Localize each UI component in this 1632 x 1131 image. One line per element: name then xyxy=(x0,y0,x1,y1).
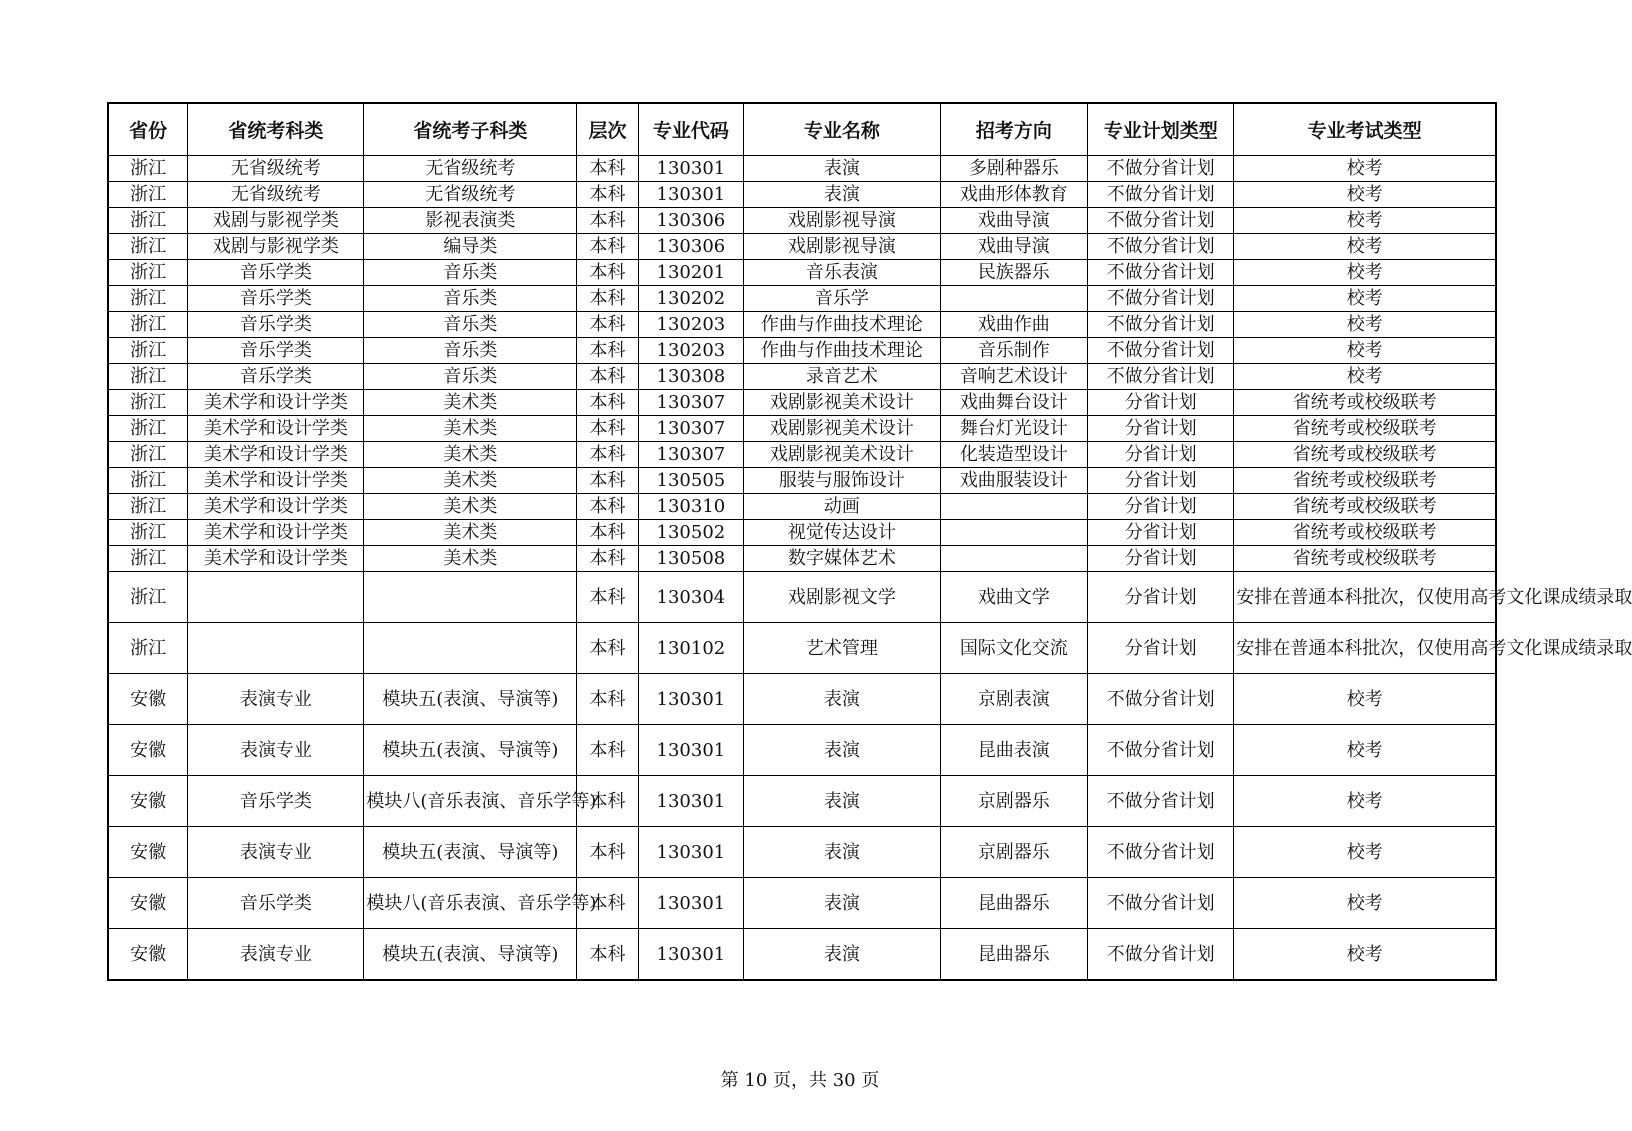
cell-level: 本科 xyxy=(577,878,638,929)
cell-exam-type: 校考 xyxy=(1234,776,1496,827)
cell-exam-subcategory: 模块五(表演、导演等) xyxy=(364,674,577,725)
cell-direction xyxy=(940,286,1087,312)
cell-province: 浙江 xyxy=(108,156,188,182)
cell-level: 本科 xyxy=(577,468,638,494)
cell-plan-type: 不做分省计划 xyxy=(1088,364,1234,390)
cell-plan-type: 分省计划 xyxy=(1088,494,1234,520)
cell-exam-category: 美术学和设计学类 xyxy=(188,468,364,494)
cell-plan-type: 不做分省计划 xyxy=(1088,312,1234,338)
cell-major-code: 130203 xyxy=(638,338,743,364)
cell-major-code: 130306 xyxy=(638,234,743,260)
cell-province: 安徽 xyxy=(108,674,188,725)
cell-exam-subcategory: 模块五(表演、导演等) xyxy=(364,827,577,878)
cell-level: 本科 xyxy=(577,156,638,182)
cell-exam-category: 无省级统考 xyxy=(188,156,364,182)
cell-major-name: 作曲与作曲技术理论 xyxy=(744,312,941,338)
cell-level: 本科 xyxy=(577,416,638,442)
cell-exam-subcategory: 无省级统考 xyxy=(364,182,577,208)
cell-major-name: 戏剧影视美术设计 xyxy=(744,416,941,442)
cell-plan-type: 分省计划 xyxy=(1088,390,1234,416)
cell-province: 浙江 xyxy=(108,494,188,520)
cell-exam-category: 表演专业 xyxy=(188,674,364,725)
cell-exam-category: 音乐学类 xyxy=(188,260,364,286)
cell-level: 本科 xyxy=(577,286,638,312)
cell-major-name: 音乐表演 xyxy=(744,260,941,286)
cell-province: 浙江 xyxy=(108,182,188,208)
cell-major-code: 130201 xyxy=(638,260,743,286)
cell-exam-type: 校考 xyxy=(1234,234,1496,260)
cell-major-name: 戏剧影视文学 xyxy=(744,572,941,623)
table-row xyxy=(108,546,1496,572)
cell-level: 本科 xyxy=(577,546,638,572)
cell-major-code: 130301 xyxy=(638,878,743,929)
cell-major-name: 表演 xyxy=(744,929,941,981)
table-row xyxy=(108,234,1496,260)
table-body xyxy=(108,156,1632,981)
cell-exam-type: 校考 xyxy=(1234,929,1496,981)
cell-exam-subcategory: 音乐类 xyxy=(364,260,577,286)
cell-level: 本科 xyxy=(577,312,638,338)
cell-exam-subcategory: 美术类 xyxy=(364,416,577,442)
cell-level: 本科 xyxy=(577,390,638,416)
cell-exam-subcategory: 美术类 xyxy=(364,442,577,468)
cell-province: 浙江 xyxy=(108,416,188,442)
cell-province: 安徽 xyxy=(108,878,188,929)
cell-level: 本科 xyxy=(577,260,638,286)
cell-direction: 戏曲导演 xyxy=(940,208,1087,234)
cell-province: 安徽 xyxy=(108,929,188,981)
cell-exam-category: 美术学和设计学类 xyxy=(188,390,364,416)
cell-plan-type: 分省计划 xyxy=(1088,468,1234,494)
header-level: 层次 xyxy=(577,103,638,156)
cell-major-code: 130301 xyxy=(638,929,743,981)
cell-plan-type: 不做分省计划 xyxy=(1088,725,1234,776)
cell-direction: 国际文化交流 xyxy=(940,623,1087,674)
cell-major-name: 表演 xyxy=(744,725,941,776)
cell-level: 本科 xyxy=(577,929,638,981)
cell-major-code: 130301 xyxy=(638,674,743,725)
cell-exam-type: 校考 xyxy=(1234,725,1496,776)
header-exam-category: 省统考科类 xyxy=(188,103,364,156)
table-row xyxy=(108,827,1496,878)
cell-level: 本科 xyxy=(577,494,638,520)
cell-major-code: 130505 xyxy=(638,468,743,494)
cell-exam-type: 校考 xyxy=(1234,156,1496,182)
cell-plan-type: 不做分省计划 xyxy=(1088,338,1234,364)
cell-plan-type: 不做分省计划 xyxy=(1088,182,1234,208)
cell-exam-category xyxy=(188,623,364,674)
cell-level: 本科 xyxy=(577,623,638,674)
cell-exam-type: 安排在普通本科批次，仅使用高考文化课成绩录取 xyxy=(1234,623,1496,674)
cell-exam-type: 省统考或校级联考 xyxy=(1234,468,1496,494)
cell-level: 本科 xyxy=(577,234,638,260)
cell-direction xyxy=(940,520,1087,546)
cell-exam-category: 音乐学类 xyxy=(188,312,364,338)
cell-exam-type: 校考 xyxy=(1234,312,1496,338)
cell-major-name: 表演 xyxy=(744,776,941,827)
cell-direction: 音响艺术设计 xyxy=(940,364,1087,390)
cell-plan-type: 分省计划 xyxy=(1088,572,1234,623)
table-header xyxy=(108,103,1496,156)
cell-exam-type: 省统考或校级联考 xyxy=(1234,546,1496,572)
cell-province: 浙江 xyxy=(108,390,188,416)
header-exam-type: 专业考试类型 xyxy=(1234,103,1496,156)
cell-major-name: 服装与服饰设计 xyxy=(744,468,941,494)
cell-exam-subcategory: 美术类 xyxy=(364,468,577,494)
cell-exam-subcategory: 音乐类 xyxy=(364,286,577,312)
cell-major-name: 表演 xyxy=(744,878,941,929)
cell-province: 浙江 xyxy=(108,208,188,234)
cell-plan-type: 不做分省计划 xyxy=(1088,827,1234,878)
table-row xyxy=(108,520,1496,546)
cell-major-code: 130301 xyxy=(638,776,743,827)
table-row xyxy=(108,182,1496,208)
cell-plan-type: 不做分省计划 xyxy=(1088,878,1234,929)
table-row xyxy=(108,623,1496,674)
cell-exam-category: 美术学和设计学类 xyxy=(188,520,364,546)
cell-direction: 昆曲器乐 xyxy=(940,878,1087,929)
cell-major-code: 130301 xyxy=(638,182,743,208)
cell-direction: 昆曲器乐 xyxy=(940,929,1087,981)
cell-direction: 多剧种器乐 xyxy=(940,156,1087,182)
cell-province: 浙江 xyxy=(108,260,188,286)
cell-direction: 京剧器乐 xyxy=(940,776,1087,827)
cell-major-name: 作曲与作曲技术理论 xyxy=(744,338,941,364)
cell-exam-subcategory: 音乐类 xyxy=(364,338,577,364)
cell-direction: 戏曲导演 xyxy=(940,234,1087,260)
cell-level: 本科 xyxy=(577,338,638,364)
table-row xyxy=(108,338,1496,364)
cell-exam-category: 音乐学类 xyxy=(188,338,364,364)
cell-exam-type: 校考 xyxy=(1234,286,1496,312)
cell-direction: 戏曲服装设计 xyxy=(940,468,1087,494)
table-row xyxy=(108,208,1496,234)
cell-province: 安徽 xyxy=(108,827,188,878)
cell-direction: 化装造型设计 xyxy=(940,442,1087,468)
cell-direction: 京剧器乐 xyxy=(940,827,1087,878)
cell-level: 本科 xyxy=(577,725,638,776)
cell-major-name: 艺术管理 xyxy=(744,623,941,674)
cell-exam-category: 音乐学类 xyxy=(188,878,364,929)
table-row xyxy=(108,674,1496,725)
cell-direction: 民族器乐 xyxy=(940,260,1087,286)
page-number: 第 10 页，共 30 页 xyxy=(720,1070,880,1091)
cell-major-code: 130102 xyxy=(638,623,743,674)
table-row xyxy=(108,725,1496,776)
cell-level: 本科 xyxy=(577,364,638,390)
cell-exam-subcategory: 无省级统考 xyxy=(364,156,577,182)
cell-exam-subcategory: 美术类 xyxy=(364,546,577,572)
cell-exam-category: 表演专业 xyxy=(188,827,364,878)
cell-level: 本科 xyxy=(577,442,638,468)
cell-exam-type: 省统考或校级联考 xyxy=(1234,442,1496,468)
cell-plan-type: 分省计划 xyxy=(1088,623,1234,674)
cell-direction: 音乐制作 xyxy=(940,338,1087,364)
cell-province: 浙江 xyxy=(108,312,188,338)
cell-province: 浙江 xyxy=(108,572,188,623)
cell-plan-type: 不做分省计划 xyxy=(1088,156,1234,182)
cell-exam-subcategory: 音乐类 xyxy=(364,364,577,390)
cell-exam-subcategory: 音乐类 xyxy=(364,312,577,338)
cell-plan-type: 不做分省计划 xyxy=(1088,260,1234,286)
cell-plan-type: 分省计划 xyxy=(1088,520,1234,546)
cell-province: 浙江 xyxy=(108,546,188,572)
cell-exam-type: 校考 xyxy=(1234,260,1496,286)
table-row xyxy=(108,156,1496,182)
cell-exam-category: 美术学和设计学类 xyxy=(188,442,364,468)
cell-exam-category: 无省级统考 xyxy=(188,182,364,208)
cell-exam-type: 校考 xyxy=(1234,208,1496,234)
cell-exam-type: 校考 xyxy=(1234,338,1496,364)
cell-major-name: 戏剧影视美术设计 xyxy=(744,442,941,468)
cell-exam-subcategory: 美术类 xyxy=(364,390,577,416)
cell-major-name: 表演 xyxy=(744,156,941,182)
cell-direction: 戏曲形体教育 xyxy=(940,182,1087,208)
table-row xyxy=(108,929,1496,981)
cell-exam-subcategory: 模块五(表演、导演等) xyxy=(364,725,577,776)
cell-exam-category: 音乐学类 xyxy=(188,286,364,312)
cell-level: 本科 xyxy=(577,674,638,725)
cell-major-code: 130310 xyxy=(638,494,743,520)
cell-major-name: 录音艺术 xyxy=(744,364,941,390)
cell-level: 本科 xyxy=(577,776,638,827)
table-row xyxy=(108,260,1496,286)
cell-major-code: 130306 xyxy=(638,208,743,234)
cell-exam-category: 音乐学类 xyxy=(188,364,364,390)
header-major-code: 专业代码 xyxy=(638,103,743,156)
cell-exam-category: 戏剧与影视学类 xyxy=(188,208,364,234)
cell-major-code: 130307 xyxy=(638,442,743,468)
cell-major-name: 表演 xyxy=(744,674,941,725)
cell-direction: 舞台灯光设计 xyxy=(940,416,1087,442)
cell-plan-type: 分省计划 xyxy=(1088,442,1234,468)
cell-exam-category: 戏剧与影视学类 xyxy=(188,234,364,260)
table-row xyxy=(108,468,1496,494)
cell-exam-subcategory: 模块五(表演、导演等) xyxy=(364,929,577,981)
cell-province: 浙江 xyxy=(108,442,188,468)
cell-major-name: 视觉传达设计 xyxy=(744,520,941,546)
table-row xyxy=(108,776,1496,827)
cell-exam-type: 校考 xyxy=(1234,364,1496,390)
cell-major-code: 130203 xyxy=(638,312,743,338)
cell-exam-subcategory: 美术类 xyxy=(364,494,577,520)
cell-exam-type: 校考 xyxy=(1234,878,1496,929)
cell-level: 本科 xyxy=(577,208,638,234)
cell-province: 浙江 xyxy=(108,520,188,546)
cell-exam-type: 校考 xyxy=(1234,674,1496,725)
cell-province: 浙江 xyxy=(108,286,188,312)
cell-major-name: 表演 xyxy=(744,827,941,878)
cell-direction: 戏曲作曲 xyxy=(940,312,1087,338)
table-row xyxy=(108,416,1496,442)
cell-major-name: 戏剧影视导演 xyxy=(744,234,941,260)
cell-major-code: 130301 xyxy=(638,827,743,878)
cell-major-code: 130308 xyxy=(638,364,743,390)
cell-exam-subcategory: 影视表演类 xyxy=(364,208,577,234)
cell-plan-type: 不做分省计划 xyxy=(1088,776,1234,827)
table-row xyxy=(108,878,1496,929)
cell-level: 本科 xyxy=(577,572,638,623)
cell-direction: 京剧表演 xyxy=(940,674,1087,725)
cell-major-code: 130502 xyxy=(638,520,743,546)
cell-exam-category xyxy=(188,572,364,623)
cell-exam-category: 表演专业 xyxy=(188,725,364,776)
cell-exam-subcategory: 模块八(音乐表演、音乐学等) xyxy=(364,776,577,827)
table-row xyxy=(108,442,1496,468)
table-row xyxy=(108,312,1496,338)
cell-major-code: 130202 xyxy=(638,286,743,312)
cell-major-name: 表演 xyxy=(744,182,941,208)
cell-major-code: 130508 xyxy=(638,546,743,572)
cell-direction xyxy=(940,494,1087,520)
cell-exam-category: 美术学和设计学类 xyxy=(188,416,364,442)
enrollment-plan-table xyxy=(107,102,1632,981)
cell-province: 浙江 xyxy=(108,364,188,390)
cell-exam-type: 省统考或校级联考 xyxy=(1234,416,1496,442)
cell-exam-subcategory: 编导类 xyxy=(364,234,577,260)
cell-major-name: 动画 xyxy=(744,494,941,520)
cell-province: 安徽 xyxy=(108,776,188,827)
table-row xyxy=(108,572,1496,623)
cell-exam-type: 省统考或校级联考 xyxy=(1234,494,1496,520)
cell-level: 本科 xyxy=(577,520,638,546)
header-direction: 招考方向 xyxy=(940,103,1087,156)
cell-exam-type: 省统考或校级联考 xyxy=(1234,520,1496,546)
cell-major-code: 130307 xyxy=(638,390,743,416)
cell-direction: 戏曲舞台设计 xyxy=(940,390,1087,416)
cell-exam-type: 校考 xyxy=(1234,827,1496,878)
cell-exam-category: 音乐学类 xyxy=(188,776,364,827)
table-row xyxy=(108,494,1496,520)
cell-plan-type: 不做分省计划 xyxy=(1088,286,1234,312)
header-plan-type: 专业计划类型 xyxy=(1088,103,1234,156)
cell-major-code: 130301 xyxy=(638,725,743,776)
header-major-name: 专业名称 xyxy=(744,103,941,156)
cell-plan-type: 不做分省计划 xyxy=(1088,674,1234,725)
cell-level: 本科 xyxy=(577,827,638,878)
table-row xyxy=(108,286,1496,312)
cell-exam-category: 表演专业 xyxy=(188,929,364,981)
cell-major-code: 130304 xyxy=(638,572,743,623)
cell-exam-type: 省统考或校级联考 xyxy=(1234,390,1496,416)
cell-direction: 戏曲文学 xyxy=(940,572,1087,623)
cell-major-code: 130301 xyxy=(638,156,743,182)
header-province: 省份 xyxy=(108,103,188,156)
cell-major-name: 戏剧影视导演 xyxy=(744,208,941,234)
cell-province: 浙江 xyxy=(108,468,188,494)
cell-major-name: 戏剧影视美术设计 xyxy=(744,390,941,416)
cell-exam-category: 美术学和设计学类 xyxy=(188,494,364,520)
cell-exam-type: 安排在普通本科批次，仅使用高考文化课成绩录取 xyxy=(1234,572,1496,623)
cell-exam-category: 美术学和设计学类 xyxy=(188,546,364,572)
cell-major-name: 数字媒体艺术 xyxy=(744,546,941,572)
cell-direction: 昆曲表演 xyxy=(940,725,1087,776)
cell-level: 本科 xyxy=(577,182,638,208)
cell-plan-type: 不做分省计划 xyxy=(1088,208,1234,234)
cell-major-name: 音乐学 xyxy=(744,286,941,312)
cell-plan-type: 不做分省计划 xyxy=(1088,929,1234,981)
header-exam-subcategory: 省统考子科类 xyxy=(364,103,577,156)
cell-plan-type: 不做分省计划 xyxy=(1088,234,1234,260)
cell-exam-subcategory xyxy=(364,572,577,623)
cell-direction xyxy=(940,546,1087,572)
cell-exam-subcategory: 模块八(音乐表演、音乐学等) xyxy=(364,878,577,929)
cell-exam-subcategory xyxy=(364,623,577,674)
cell-plan-type: 分省计划 xyxy=(1088,416,1234,442)
cell-province: 浙江 xyxy=(108,623,188,674)
cell-major-code: 130307 xyxy=(638,416,743,442)
cell-exam-type: 校考 xyxy=(1234,182,1496,208)
cell-province: 浙江 xyxy=(108,338,188,364)
table-row xyxy=(108,390,1496,416)
cell-province: 安徽 xyxy=(108,725,188,776)
cell-province: 浙江 xyxy=(108,234,188,260)
table-row xyxy=(108,364,1496,390)
cell-exam-subcategory: 美术类 xyxy=(364,520,577,546)
cell-plan-type: 分省计划 xyxy=(1088,546,1234,572)
